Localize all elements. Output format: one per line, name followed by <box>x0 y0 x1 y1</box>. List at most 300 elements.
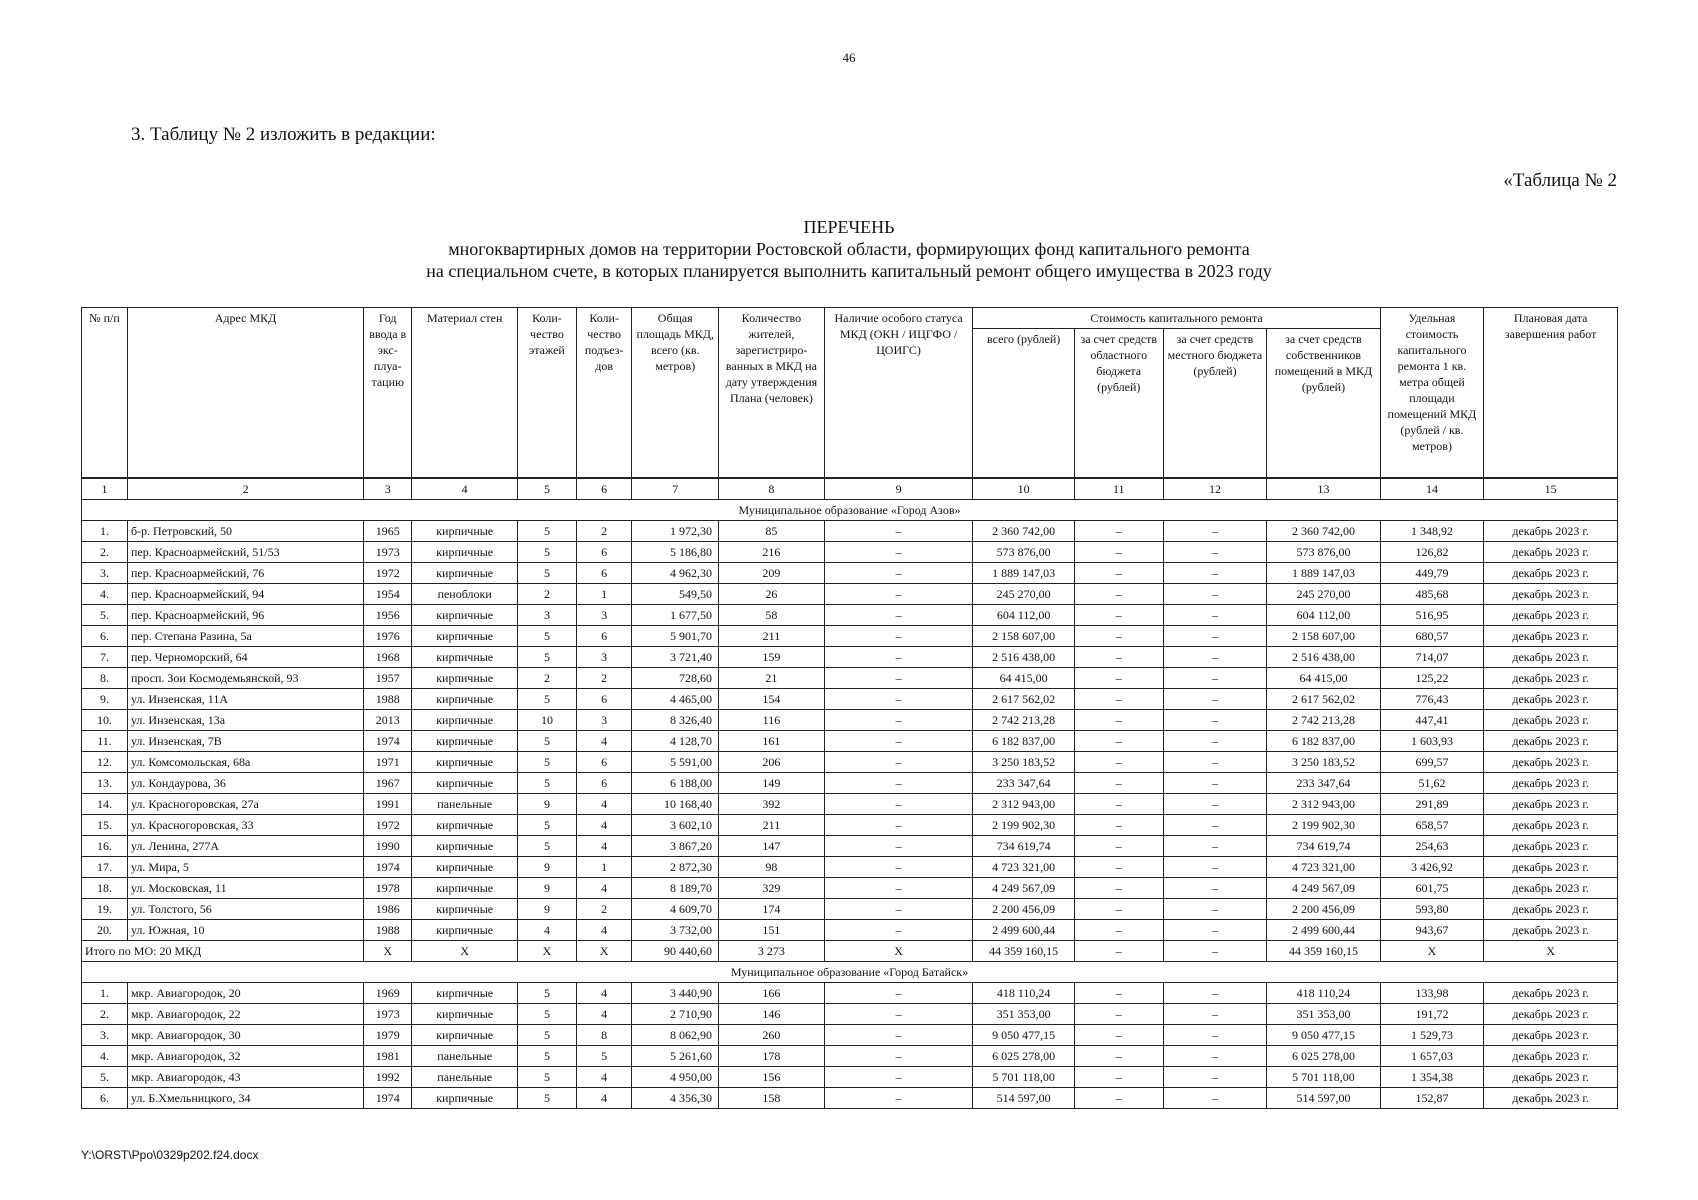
cell-cost-regional: – <box>1074 668 1163 689</box>
cell-completion-date: декабрь 2023 г. <box>1484 605 1618 626</box>
total-residents: 3 273 <box>719 941 825 962</box>
cell-row-number: 13. <box>82 773 128 794</box>
cell-address: ул. Московская, 11 <box>127 878 363 899</box>
cell-completion-date: декабрь 2023 г. <box>1484 752 1618 773</box>
cell-wall-material: кирпичные <box>412 521 518 542</box>
cell-wall-material: кирпичные <box>412 1088 518 1109</box>
cell-residents: 85 <box>719 521 825 542</box>
buildings-table <box>81 307 1618 1109</box>
cell-unit-cost: 680,57 <box>1380 626 1484 647</box>
cell-wall-material: кирпичные <box>412 689 518 710</box>
cell-entrances: 6 <box>576 752 632 773</box>
cell-residents: 156 <box>719 1067 825 1088</box>
cell-cost-total: 2 199 902,30 <box>973 815 1075 836</box>
column-number: 11 <box>1074 478 1163 500</box>
total-total-area: 90 440,60 <box>632 941 719 962</box>
cell-entrances: 2 <box>576 899 632 920</box>
cell-cost-regional: – <box>1074 794 1163 815</box>
cell-year: 1974 <box>364 857 412 878</box>
cell-wall-material: кирпичные <box>412 920 518 941</box>
column-number: 2 <box>127 478 363 500</box>
column-number: 14 <box>1380 478 1484 500</box>
cell-cost-owners: 6 182 837,00 <box>1267 731 1380 752</box>
cell-total-area: 549,50 <box>632 584 719 605</box>
header-floors: Коли-чество этажей <box>518 308 577 479</box>
cell-unit-cost: 447,41 <box>1380 710 1484 731</box>
cell-special-status: – <box>824 647 973 668</box>
cell-cost-total: 351 353,00 <box>973 1004 1075 1025</box>
cell-cost-local: – <box>1163 689 1267 710</box>
cell-residents: 159 <box>719 647 825 668</box>
cell-total-area: 1 677,50 <box>632 605 719 626</box>
cell-total-area: 8 062,90 <box>632 1025 719 1046</box>
table-row <box>82 878 1618 899</box>
cell-unit-cost: 1 657,03 <box>1380 1046 1484 1067</box>
cell-entrances: 1 <box>576 584 632 605</box>
cell-wall-material: кирпичные <box>412 857 518 878</box>
cell-entrances: 3 <box>576 605 632 626</box>
cell-entrances: 4 <box>576 731 632 752</box>
cell-unit-cost: 1 354,38 <box>1380 1067 1484 1088</box>
cell-cost-owners: 4 249 567,09 <box>1267 878 1380 899</box>
cell-row-number: 3. <box>82 1025 128 1046</box>
cell-floors: 9 <box>518 878 577 899</box>
cell-cost-total: 734 619,74 <box>973 836 1075 857</box>
header-cost-local: за счет средств местного бюджета (рублей) <box>1163 329 1267 479</box>
cell-cost-owners: 2 742 213,28 <box>1267 710 1380 731</box>
cell-cost-regional: – <box>1074 1067 1163 1088</box>
cell-address: ул. Инзенская, 7В <box>127 731 363 752</box>
table-row <box>82 521 1618 542</box>
cell-cost-local: – <box>1163 857 1267 878</box>
cell-floors: 5 <box>518 689 577 710</box>
table-row <box>82 605 1618 626</box>
cell-row-number: 11. <box>82 731 128 752</box>
cell-special-status: – <box>824 731 973 752</box>
cell-completion-date: декабрь 2023 г. <box>1484 521 1618 542</box>
cell-residents: 211 <box>719 815 825 836</box>
cell-total-area: 5 186,80 <box>632 542 719 563</box>
cell-cost-owners: 233 347,64 <box>1267 773 1380 794</box>
cell-cost-owners: 2 516 438,00 <box>1267 647 1380 668</box>
cell-cost-total: 2 742 213,28 <box>973 710 1075 731</box>
cell-floors: 5 <box>518 1004 577 1025</box>
cell-cost-regional: – <box>1074 1046 1163 1067</box>
cell-year: 1974 <box>364 1088 412 1109</box>
table-row <box>82 983 1618 1004</box>
cell-floors: 5 <box>518 521 577 542</box>
cell-cost-regional: – <box>1074 710 1163 731</box>
cell-unit-cost: 1 348,92 <box>1380 521 1484 542</box>
cell-cost-owners: 3 250 183,52 <box>1267 752 1380 773</box>
section-title: Муниципальное образование «Город Азов» <box>82 500 1618 521</box>
header-cost-group: Стоимость капитального ремонта <box>973 308 1380 329</box>
cell-year: 1957 <box>364 668 412 689</box>
section-header-row <box>82 500 1618 521</box>
section-title: Муниципальное образование «Город Батайск» <box>82 962 1618 983</box>
cell-year: 1992 <box>364 1067 412 1088</box>
cell-unit-cost: 125,22 <box>1380 668 1484 689</box>
cell-completion-date: декабрь 2023 г. <box>1484 836 1618 857</box>
cell-address: пер. Красноармейский, 51/53 <box>127 542 363 563</box>
cell-special-status: – <box>824 794 973 815</box>
cell-unit-cost: 126,82 <box>1380 542 1484 563</box>
cell-total-area: 4 356,30 <box>632 1088 719 1109</box>
cell-total-area: 5 591,00 <box>632 752 719 773</box>
column-number: 7 <box>632 478 719 500</box>
cell-cost-total: 6 025 278,00 <box>973 1046 1075 1067</box>
cell-cost-local: – <box>1163 1088 1267 1109</box>
cell-year: 1968 <box>364 647 412 668</box>
cell-completion-date: декабрь 2023 г. <box>1484 815 1618 836</box>
buildings-table-wrapper <box>81 307 1618 1109</box>
cell-entrances: 1 <box>576 857 632 878</box>
cell-special-status: – <box>824 605 973 626</box>
cell-cost-local: – <box>1163 836 1267 857</box>
cell-cost-local: – <box>1163 983 1267 1004</box>
cell-address: мкр. Авиагородок, 43 <box>127 1067 363 1088</box>
cell-cost-local: – <box>1163 626 1267 647</box>
cell-total-area: 4 465,00 <box>632 689 719 710</box>
cell-row-number: 9. <box>82 689 128 710</box>
cell-year: 1974 <box>364 731 412 752</box>
cell-cost-local: – <box>1163 542 1267 563</box>
cell-cost-total: 64 415,00 <box>973 668 1075 689</box>
cell-cost-regional: – <box>1074 878 1163 899</box>
cell-unit-cost: 1 529,73 <box>1380 1025 1484 1046</box>
cell-entrances: 5 <box>576 1046 632 1067</box>
cell-residents: 166 <box>719 983 825 1004</box>
cell-row-number: 1. <box>82 983 128 1004</box>
table-row <box>82 584 1618 605</box>
cell-floors: 5 <box>518 1025 577 1046</box>
cell-wall-material: пеноблоки <box>412 584 518 605</box>
cell-cost-regional: – <box>1074 983 1163 1004</box>
cell-special-status: – <box>824 710 973 731</box>
cell-unit-cost: 516,95 <box>1380 605 1484 626</box>
cell-cost-total: 9 050 477,15 <box>973 1025 1075 1046</box>
cell-cost-owners: 4 723 321,00 <box>1267 857 1380 878</box>
cell-floors: 2 <box>518 668 577 689</box>
cell-row-number: 2. <box>82 542 128 563</box>
cell-entrances: 6 <box>576 542 632 563</box>
cell-cost-regional: – <box>1074 920 1163 941</box>
cell-row-number: 10. <box>82 710 128 731</box>
cell-year: 1991 <box>364 794 412 815</box>
cell-cost-owners: 604 112,00 <box>1267 605 1380 626</box>
cell-cost-total: 2 499 600,44 <box>973 920 1075 941</box>
cell-total-area: 4 962,30 <box>632 563 719 584</box>
cell-entrances: 4 <box>576 794 632 815</box>
total-cost-owners: 44 359 160,15 <box>1267 941 1380 962</box>
cell-cost-regional: – <box>1074 857 1163 878</box>
table-row <box>82 626 1618 647</box>
cell-cost-total: 233 347,64 <box>973 773 1075 794</box>
title-line-3: на специальном счете, в которых планируется выполнить капитальный ремонт общего имущества в 2023 году <box>426 261 1272 281</box>
cell-entrances: 6 <box>576 563 632 584</box>
cell-floors: 5 <box>518 836 577 857</box>
total-special-status: X <box>824 941 973 962</box>
cell-total-area: 8 326,40 <box>632 710 719 731</box>
cell-cost-regional: – <box>1074 521 1163 542</box>
cell-cost-owners: 2 499 600,44 <box>1267 920 1380 941</box>
cell-cost-local: – <box>1163 1025 1267 1046</box>
table-row <box>82 668 1618 689</box>
title-line-2: многоквартирных домов на территории Ростовской области, формирующих фонд капитального ремонта <box>448 239 1250 259</box>
cell-wall-material: кирпичные <box>412 836 518 857</box>
cell-row-number: 5. <box>82 1067 128 1088</box>
cell-completion-date: декабрь 2023 г. <box>1484 773 1618 794</box>
cell-residents: 151 <box>719 920 825 941</box>
column-number: 3 <box>364 478 412 500</box>
cell-total-area: 5 901,70 <box>632 626 719 647</box>
cell-residents: 329 <box>719 878 825 899</box>
table-row <box>82 731 1618 752</box>
cell-year: 1990 <box>364 836 412 857</box>
cell-special-status: – <box>824 1025 973 1046</box>
cell-floors: 9 <box>518 794 577 815</box>
cell-entrances: 4 <box>576 836 632 857</box>
cell-entrances: 4 <box>576 878 632 899</box>
cell-total-area: 3 440,90 <box>632 983 719 1004</box>
column-number: 15 <box>1484 478 1618 500</box>
cell-wall-material: кирпичные <box>412 899 518 920</box>
header-address: Адрес МКД <box>127 308 363 479</box>
cell-unit-cost: 1 603,93 <box>1380 731 1484 752</box>
table-row <box>82 899 1618 920</box>
cell-floors: 9 <box>518 857 577 878</box>
cell-cost-owners: 573 876,00 <box>1267 542 1380 563</box>
cell-unit-cost: 943,67 <box>1380 920 1484 941</box>
cell-unit-cost: 152,87 <box>1380 1088 1484 1109</box>
cell-cost-total: 2 200 456,09 <box>973 899 1075 920</box>
cell-year: 1981 <box>364 1046 412 1067</box>
cell-cost-total: 514 597,00 <box>973 1088 1075 1109</box>
cell-completion-date: декабрь 2023 г. <box>1484 1088 1618 1109</box>
cell-special-status: – <box>824 857 973 878</box>
cell-residents: 174 <box>719 899 825 920</box>
cell-entrances: 8 <box>576 1025 632 1046</box>
table-row <box>82 815 1618 836</box>
header-entrances: Коли-чество подъез-дов <box>576 308 632 479</box>
cell-address: ул. Комсомольская, 68а <box>127 752 363 773</box>
total-unit-cost: X <box>1380 941 1484 962</box>
cell-residents: 116 <box>719 710 825 731</box>
cell-floors: 5 <box>518 1046 577 1067</box>
cell-year: 2013 <box>364 710 412 731</box>
cell-completion-date: декабрь 2023 г. <box>1484 1046 1618 1067</box>
cell-completion-date: декабрь 2023 г. <box>1484 1067 1618 1088</box>
cell-address: ул. Толстого, 56 <box>127 899 363 920</box>
cell-cost-regional: – <box>1074 1088 1163 1109</box>
cell-cost-local: – <box>1163 1046 1267 1067</box>
cell-year: 1978 <box>364 878 412 899</box>
table-row <box>82 1067 1618 1088</box>
column-number: 12 <box>1163 478 1267 500</box>
cell-total-area: 3 602,10 <box>632 815 719 836</box>
cell-entrances: 4 <box>576 983 632 1004</box>
cell-row-number: 2. <box>82 1004 128 1025</box>
cell-wall-material: кирпичные <box>412 542 518 563</box>
cell-cost-owners: 2 158 607,00 <box>1267 626 1380 647</box>
cell-completion-date: декабрь 2023 г. <box>1484 647 1618 668</box>
cell-cost-owners: 2 312 943,00 <box>1267 794 1380 815</box>
cell-cost-total: 5 701 118,00 <box>973 1067 1075 1088</box>
cell-cost-total: 2 516 438,00 <box>973 647 1075 668</box>
cell-cost-owners: 9 050 477,15 <box>1267 1025 1380 1046</box>
cell-cost-regional: – <box>1074 773 1163 794</box>
cell-address: пер. Степана Разина, 5а <box>127 626 363 647</box>
cell-row-number: 5. <box>82 605 128 626</box>
cell-row-number: 16. <box>82 836 128 857</box>
cell-floors: 5 <box>518 1067 577 1088</box>
cell-total-area: 3 732,00 <box>632 920 719 941</box>
cell-residents: 216 <box>719 542 825 563</box>
cell-completion-date: декабрь 2023 г. <box>1484 857 1618 878</box>
column-number: 10 <box>973 478 1075 500</box>
cell-row-number: 4. <box>82 584 128 605</box>
cell-address: пер. Черноморский, 64 <box>127 647 363 668</box>
cell-entrances: 4 <box>576 1067 632 1088</box>
cell-wall-material: кирпичные <box>412 731 518 752</box>
cell-year: 1965 <box>364 521 412 542</box>
cell-floors: 5 <box>518 815 577 836</box>
cell-cost-local: – <box>1163 710 1267 731</box>
cell-special-status: – <box>824 521 973 542</box>
cell-row-number: 7. <box>82 647 128 668</box>
total-cost-total: 44 359 160,15 <box>973 941 1075 962</box>
cell-residents: 154 <box>719 689 825 710</box>
cell-address: ул. Красногоровская, 33 <box>127 815 363 836</box>
cell-cost-owners: 2 200 456,09 <box>1267 899 1380 920</box>
cell-unit-cost: 776,43 <box>1380 689 1484 710</box>
cell-address: пер. Красноармейский, 76 <box>127 563 363 584</box>
cell-wall-material: кирпичные <box>412 1004 518 1025</box>
cell-cost-local: – <box>1163 584 1267 605</box>
cell-special-status: – <box>824 668 973 689</box>
cell-row-number: 1. <box>82 521 128 542</box>
header-area: Общая площадь МКД, всего (кв. метров) <box>632 308 719 479</box>
cell-address: пер. Красноармейский, 94 <box>127 584 363 605</box>
cell-total-area: 2 710,90 <box>632 1004 719 1025</box>
cell-residents: 26 <box>719 584 825 605</box>
cell-wall-material: кирпичные <box>412 710 518 731</box>
cell-address: ул. Инзенская, 11А <box>127 689 363 710</box>
cell-row-number: 14. <box>82 794 128 815</box>
cell-wall-material: кирпичные <box>412 878 518 899</box>
header-date: Плановая дата завершения работ <box>1484 308 1618 479</box>
cell-year: 1967 <box>364 773 412 794</box>
cell-residents: 158 <box>719 1088 825 1109</box>
cell-completion-date: декабрь 2023 г. <box>1484 689 1618 710</box>
cell-cost-local: – <box>1163 668 1267 689</box>
cell-cost-local: – <box>1163 521 1267 542</box>
cell-address: пер. Красноармейский, 96 <box>127 605 363 626</box>
table-row <box>82 689 1618 710</box>
cell-wall-material: кирпичные <box>412 1025 518 1046</box>
cell-cost-local: – <box>1163 731 1267 752</box>
cell-completion-date: декабрь 2023 г. <box>1484 731 1618 752</box>
cell-completion-date: декабрь 2023 г. <box>1484 710 1618 731</box>
cell-residents: 21 <box>719 668 825 689</box>
cell-completion-date: декабрь 2023 г. <box>1484 1025 1618 1046</box>
cell-unit-cost: 601,75 <box>1380 878 1484 899</box>
cell-floors: 5 <box>518 542 577 563</box>
cell-total-area: 3 721,40 <box>632 647 719 668</box>
cell-cost-local: – <box>1163 878 1267 899</box>
cell-completion-date: декабрь 2023 г. <box>1484 542 1618 563</box>
cell-year: 1969 <box>364 983 412 1004</box>
cell-special-status: – <box>824 920 973 941</box>
cell-cost-owners: 351 353,00 <box>1267 1004 1380 1025</box>
cell-cost-owners: 5 701 118,00 <box>1267 1067 1380 1088</box>
cell-cost-total: 245 270,00 <box>973 584 1075 605</box>
header-n: № п/п <box>82 308 128 479</box>
cell-cost-local: – <box>1163 1067 1267 1088</box>
cell-row-number: 6. <box>82 1088 128 1109</box>
table-label: «Таблица № 2 <box>1503 170 1617 191</box>
cell-address: ул. Б.Хмельницкого, 34 <box>127 1088 363 1109</box>
header-unit-cost: Удельная стоимость капитального ремонта 1 кв. метра общей площади помещений МКД (рублей / кв. метров) <box>1380 308 1484 479</box>
cell-floors: 2 <box>518 584 577 605</box>
cell-row-number: 3. <box>82 563 128 584</box>
cell-total-area: 4 950,00 <box>632 1067 719 1088</box>
cell-unit-cost: 133,98 <box>1380 983 1484 1004</box>
cell-floors: 9 <box>518 899 577 920</box>
cell-address: мкр. Авиагородок, 22 <box>127 1004 363 1025</box>
cell-cost-owners: 418 110,24 <box>1267 983 1380 1004</box>
total-floors: X <box>518 941 577 962</box>
column-number: 4 <box>412 478 518 500</box>
cell-entrances: 6 <box>576 626 632 647</box>
cell-row-number: 8. <box>82 668 128 689</box>
cell-cost-local: – <box>1163 815 1267 836</box>
cell-cost-regional: – <box>1074 1025 1163 1046</box>
cell-special-status: – <box>824 1067 973 1088</box>
header-status: Наличие особого статуса МКД (ОКН / ИЦГФО / ЦОИГС) <box>824 308 973 479</box>
cell-total-area: 8 189,70 <box>632 878 719 899</box>
cell-cost-owners: 1 889 147,03 <box>1267 563 1380 584</box>
cell-entrances: 6 <box>576 773 632 794</box>
cell-special-status: – <box>824 584 973 605</box>
file-path-footer: Y:\ORST\Ppo\0329p202.f24.docx <box>81 1148 259 1162</box>
table-row <box>82 857 1618 878</box>
column-number: 13 <box>1267 478 1380 500</box>
cell-wall-material: панельные <box>412 1046 518 1067</box>
total-row <box>82 941 1618 962</box>
cell-cost-total: 4 723 321,00 <box>973 857 1075 878</box>
cell-residents: 147 <box>719 836 825 857</box>
cell-entrances: 3 <box>576 710 632 731</box>
cell-unit-cost: 449,79 <box>1380 563 1484 584</box>
cell-row-number: 17. <box>82 857 128 878</box>
table-row <box>82 710 1618 731</box>
cell-cost-regional: – <box>1074 542 1163 563</box>
cell-address: ул. Инзенская, 13а <box>127 710 363 731</box>
cell-cost-total: 2 360 742,00 <box>973 521 1075 542</box>
cell-floors: 4 <box>518 920 577 941</box>
cell-entrances: 3 <box>576 647 632 668</box>
cell-special-status: – <box>824 815 973 836</box>
cell-total-area: 5 261,60 <box>632 1046 719 1067</box>
cell-floors: 5 <box>518 773 577 794</box>
cell-year: 1971 <box>364 752 412 773</box>
cell-total-area: 2 872,30 <box>632 857 719 878</box>
cell-address: мкр. Авиагородок, 32 <box>127 1046 363 1067</box>
cell-floors: 5 <box>518 626 577 647</box>
table-row <box>82 920 1618 941</box>
cell-floors: 10 <box>518 710 577 731</box>
